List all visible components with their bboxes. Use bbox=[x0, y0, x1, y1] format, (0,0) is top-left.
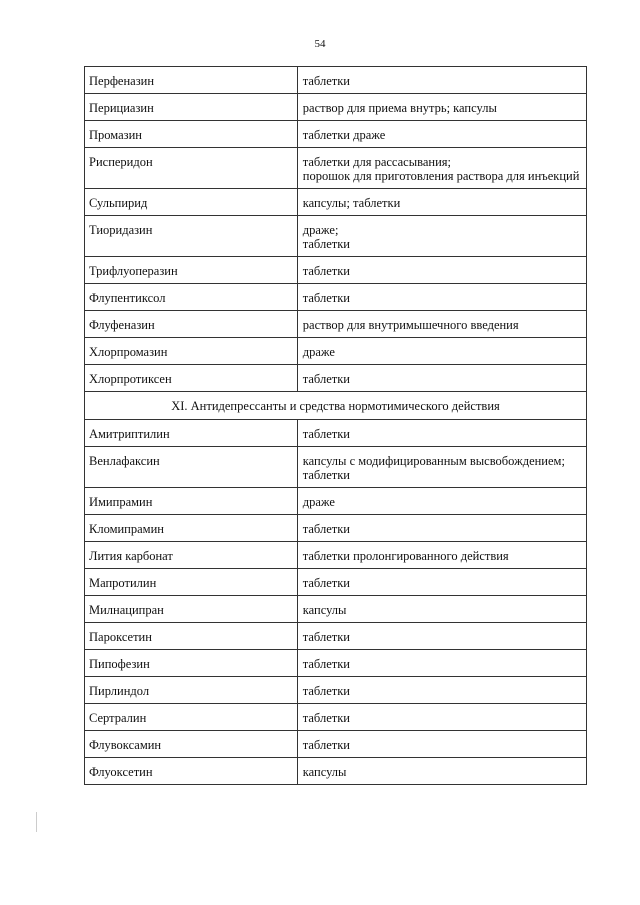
drug-name-cell: Пирлиндол bbox=[85, 677, 298, 704]
drug-name-cell: Кломипрамин bbox=[85, 515, 298, 542]
dosage-form-cell: капсулы bbox=[297, 596, 586, 623]
dosage-form-cell: таблетки bbox=[297, 257, 586, 284]
dosage-form-cell: таблетки bbox=[297, 623, 586, 650]
table-row bbox=[85, 704, 587, 731]
table-row bbox=[85, 731, 587, 758]
table-row bbox=[85, 488, 587, 515]
table-row bbox=[85, 338, 587, 365]
table-row bbox=[85, 67, 587, 94]
dosage-form-cell: таблетки bbox=[297, 515, 586, 542]
table-row bbox=[85, 216, 587, 257]
dosage-form-cell: таблетки bbox=[297, 704, 586, 731]
table-row bbox=[85, 650, 587, 677]
drug-name-cell: Хлорпротиксен bbox=[85, 365, 298, 392]
table-row bbox=[85, 94, 587, 121]
drug-name-cell: Сертралин bbox=[85, 704, 298, 731]
dosage-form-cell: таблетки пролонгированного действия bbox=[297, 542, 586, 569]
dosage-form-cell: раствор для приема внутрь; капсулы bbox=[297, 94, 586, 121]
drug-table bbox=[84, 66, 587, 785]
drug-name-cell: Лития карбонат bbox=[85, 542, 298, 569]
table-row bbox=[85, 420, 587, 447]
drug-name-cell: Тиоридазин bbox=[85, 216, 298, 257]
table-row bbox=[85, 515, 587, 542]
drug-name-cell: Флупентиксол bbox=[85, 284, 298, 311]
page-number: 54 bbox=[314, 38, 326, 50]
table-row bbox=[85, 311, 587, 338]
table-row bbox=[85, 257, 587, 284]
dosage-form-cell: таблетки bbox=[297, 569, 586, 596]
table-row bbox=[85, 284, 587, 311]
table-row bbox=[85, 758, 587, 785]
drug-name-cell: Пипофезин bbox=[85, 650, 298, 677]
drug-name-cell: Венлафаксин bbox=[85, 447, 298, 488]
drug-name-cell: Флувоксамин bbox=[85, 731, 298, 758]
drug-name-cell: Перициазин bbox=[85, 94, 298, 121]
table-row bbox=[85, 148, 587, 189]
dosage-form-cell: таблетки bbox=[297, 420, 586, 447]
drug-name-cell: Сульпирид bbox=[85, 189, 298, 216]
section-heading-row bbox=[85, 392, 587, 420]
drug-name-cell: Имипрамин bbox=[85, 488, 298, 515]
table-row bbox=[85, 121, 587, 148]
drug-name-cell: Пароксетин bbox=[85, 623, 298, 650]
table-row bbox=[85, 569, 587, 596]
dosage-form-cell: таблетки bbox=[297, 677, 586, 704]
dosage-form-cell: таблетки драже bbox=[297, 121, 586, 148]
dosage-form-cell: капсулы; таблетки bbox=[297, 189, 586, 216]
drug-name-cell: Флуоксетин bbox=[85, 758, 298, 785]
drug-name-cell: Мапротилин bbox=[85, 569, 298, 596]
table-row bbox=[85, 447, 587, 488]
drug-name-cell: Рисперидон bbox=[85, 148, 298, 189]
dosage-form-cell: таблетки bbox=[297, 650, 586, 677]
drug-name-cell: Милнаципран bbox=[85, 596, 298, 623]
dosage-form-cell: драже; таблетки bbox=[297, 216, 586, 257]
table-row bbox=[85, 189, 587, 216]
table-row bbox=[85, 677, 587, 704]
section-heading: XI. Антидепрессанты и средства нормотимического действия bbox=[85, 392, 587, 420]
dosage-form-cell: капсулы с модифицированным высвобождением; таблетки bbox=[297, 447, 586, 488]
dosage-form-cell: капсулы bbox=[297, 758, 586, 785]
drug-name-cell: Промазин bbox=[85, 121, 298, 148]
dosage-form-cell: таблетки bbox=[297, 731, 586, 758]
dosage-form-cell: таблетки для рассасывания; порошок для приготовления раствора для инъекций bbox=[297, 148, 586, 189]
table-body bbox=[85, 67, 587, 785]
scan-artifact bbox=[36, 812, 37, 832]
dosage-form-cell: раствор для внутримышечного введения bbox=[297, 311, 586, 338]
drug-name-cell: Амитриптилин bbox=[85, 420, 298, 447]
dosage-form-cell: драже bbox=[297, 488, 586, 515]
table-row bbox=[85, 596, 587, 623]
dosage-form-cell: таблетки bbox=[297, 284, 586, 311]
drug-name-cell: Трифлуоперазин bbox=[85, 257, 298, 284]
dosage-form-cell: таблетки bbox=[297, 365, 586, 392]
table-row bbox=[85, 365, 587, 392]
drug-name-cell: Хлорпромазин bbox=[85, 338, 298, 365]
drug-name-cell: Перфеназин bbox=[85, 67, 298, 94]
table-row bbox=[85, 542, 587, 569]
table-row bbox=[85, 623, 587, 650]
drug-name-cell: Флуфеназин bbox=[85, 311, 298, 338]
dosage-form-cell: таблетки bbox=[297, 67, 586, 94]
dosage-form-cell: драже bbox=[297, 338, 586, 365]
